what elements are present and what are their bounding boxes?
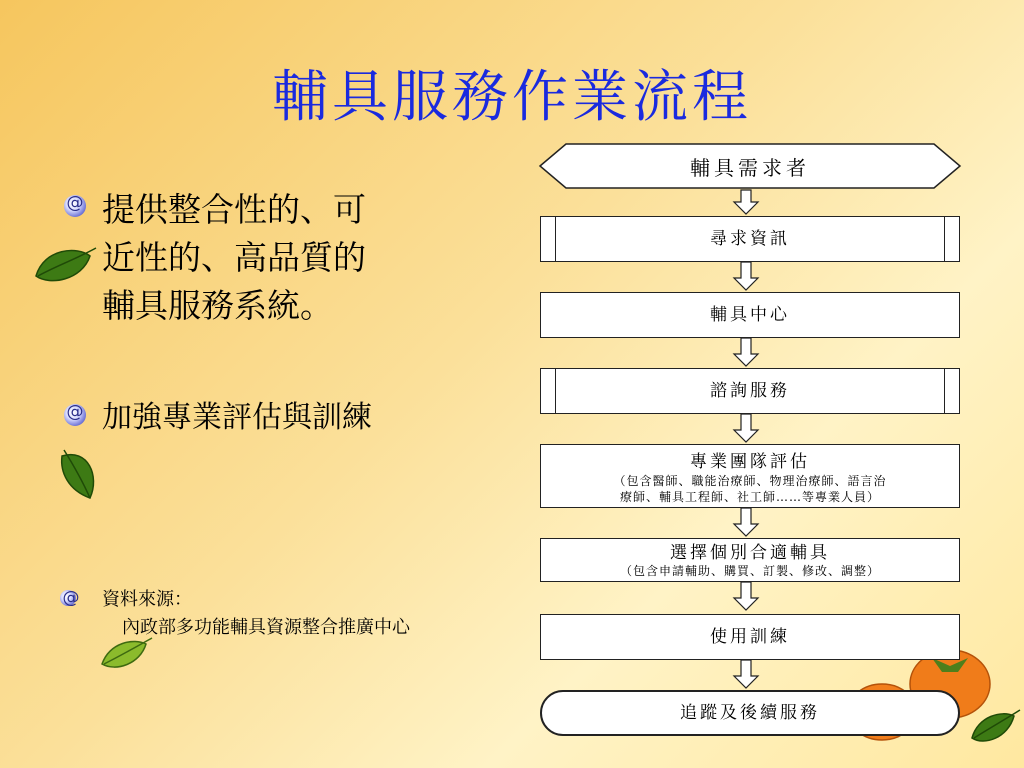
flow-step-label: 專業團隊評估	[690, 452, 810, 472]
flow-end-label: 追蹤及後續服務	[680, 703, 820, 723]
flow-step-team-assessment	[540, 444, 960, 508]
flow-start-label: 輔具需求者	[690, 156, 810, 180]
flow-step-note: （包含醫師、職能治療師、物理治療師、語言治	[613, 474, 887, 488]
flow-step-usage-training	[540, 614, 960, 660]
flow-arrow	[734, 660, 758, 688]
flow-step-label: 使用訓練	[710, 627, 790, 647]
bullet-1-line-2: 近性的、高品質的	[102, 238, 366, 277]
flow-step-note: （包含申請輔助、購買、訂製、修改、調整）	[619, 564, 880, 578]
flow-step-note: 療師、輔具工程師、社工師……等專業人員）	[619, 490, 880, 504]
flow-step-label: 尋求資訊	[710, 229, 790, 249]
flow-step-aid-center	[540, 292, 960, 338]
source-text: 內政部多功能輔具資源整合推廣中心	[122, 617, 410, 638]
flow-arrow	[734, 508, 758, 536]
bullet-2-line-1: 加強專業評估與訓練	[102, 400, 372, 435]
flow-arrow	[734, 582, 758, 610]
flow-step-label: 輔具中心	[710, 305, 790, 325]
bullet-1-line-3: 輔具服務系統。	[102, 286, 333, 325]
flow-arrow	[734, 338, 758, 366]
flow-end	[540, 690, 960, 736]
slide-title: 輔具服務作業流程	[272, 65, 752, 130]
flow-step-consultation	[540, 368, 960, 414]
bullet-1-line-1: 提供整合性的、可	[102, 190, 366, 229]
flow-arrow	[734, 190, 758, 214]
flow-step-select-aid	[540, 538, 960, 582]
flow-step-seek-info	[540, 216, 960, 262]
flow-step-label: 選擇個別合適輔具	[670, 543, 830, 563]
flow-arrow	[734, 262, 758, 290]
flow-arrow	[734, 414, 758, 442]
flow-step-label: 諮詢服務	[710, 381, 790, 401]
source-label: 資料來源：	[102, 589, 192, 610]
